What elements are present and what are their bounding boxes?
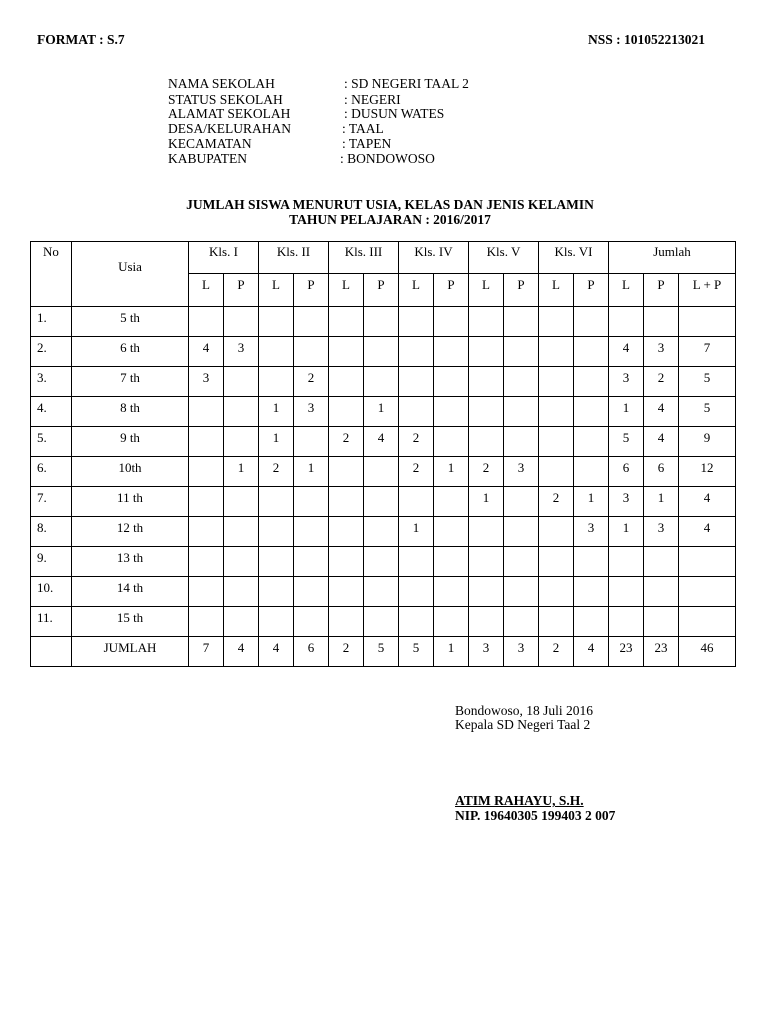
table-cell (364, 487, 399, 517)
row-age: 9 th (72, 427, 189, 457)
table-cell: 1 (294, 457, 329, 487)
table-cell: 1 (399, 517, 434, 547)
table-cell: 7 (679, 337, 736, 367)
table-row (31, 397, 736, 427)
table-cell (644, 607, 679, 637)
table-cell (679, 547, 736, 577)
row-age: 7 th (72, 367, 189, 397)
table-cell (224, 397, 259, 427)
table-cell (504, 427, 539, 457)
table-cell (574, 607, 609, 637)
table-cell (364, 307, 399, 337)
table-cell: 2 (539, 487, 574, 517)
row-age: 15 th (72, 607, 189, 637)
table-cell (399, 397, 434, 427)
table-row (31, 487, 736, 517)
table-cell: 2 (259, 457, 294, 487)
table-cell (469, 547, 504, 577)
table-row (31, 427, 736, 457)
table-cell (259, 517, 294, 547)
table-cell (189, 427, 224, 457)
table-cell (469, 517, 504, 547)
table-cell (329, 367, 364, 397)
row-age: 12 th (72, 517, 189, 547)
row-number: 3. (31, 367, 72, 397)
info-value: : BONDOWOSO (340, 151, 435, 166)
header-class: Kls. V (469, 242, 539, 274)
table-cell: 1 (259, 427, 294, 457)
table-cell (469, 607, 504, 637)
table-cell: 4 (609, 337, 644, 367)
table-cell: 1 (574, 487, 609, 517)
info-value: : NEGERI (344, 92, 401, 107)
table-cell: 3 (644, 517, 679, 547)
table-cell (434, 397, 469, 427)
table-cell (364, 367, 399, 397)
header-class: Kls. III (329, 242, 399, 274)
table-cell (504, 397, 539, 427)
table-cell (504, 487, 539, 517)
table-subtitle: TAHUN PELAJARAN : 2016/2017 (289, 212, 491, 227)
table-cell (644, 307, 679, 337)
table-cell (259, 577, 294, 607)
table-cell (189, 397, 224, 427)
table-cell (329, 577, 364, 607)
table-row (31, 517, 736, 547)
table-cell (504, 577, 539, 607)
row-number: 4. (31, 397, 72, 427)
table-cell (294, 547, 329, 577)
table-cell (189, 607, 224, 637)
table-cell: 3 (294, 397, 329, 427)
row-number: 5. (31, 427, 72, 457)
format-code: FORMAT : S.7 (37, 32, 125, 47)
table-cell (504, 307, 539, 337)
table-cell: 4 (644, 427, 679, 457)
table-cell (189, 577, 224, 607)
signature-name: ATIM RAHAYU, S.H. (455, 793, 584, 808)
subheader-p: P (294, 274, 329, 307)
table-cell (329, 487, 364, 517)
table-cell (504, 547, 539, 577)
subheader-lp: L + P (679, 274, 736, 307)
table-cell (259, 307, 294, 337)
subheader-p: P (364, 274, 399, 307)
table-cell (539, 307, 574, 337)
table-cell (224, 367, 259, 397)
table-cell (434, 367, 469, 397)
info-value: : TAAL (342, 121, 384, 136)
table-cell (539, 547, 574, 577)
table-cell (399, 607, 434, 637)
table-cell (574, 367, 609, 397)
table-cell: 1 (609, 517, 644, 547)
total-row (31, 637, 736, 667)
table-cell (224, 307, 259, 337)
row-age: 8 th (72, 397, 189, 427)
row-number: 2. (31, 337, 72, 367)
row-number: 6. (31, 457, 72, 487)
table-cell (574, 337, 609, 367)
row-age: 13 th (72, 547, 189, 577)
table-cell (469, 307, 504, 337)
subheader-p: P (224, 274, 259, 307)
signature-place-date: Bondowoso, 18 Juli 2016 (455, 703, 594, 718)
table-cell: 4 (189, 337, 224, 367)
info-label: KECAMATAN (168, 136, 252, 151)
table-cell (434, 607, 469, 637)
table-cell (679, 577, 736, 607)
info-label: KABUPATEN (168, 151, 248, 166)
table-cell (434, 517, 469, 547)
row-age: 10th (72, 457, 189, 487)
info-value: : SD NEGERI TAAL 2 (344, 76, 469, 91)
table-cell (259, 547, 294, 577)
table-cell (259, 607, 294, 637)
table-cell (294, 607, 329, 637)
table-cell: 5 (609, 427, 644, 457)
header-class: Kls. IV (399, 242, 469, 274)
table-cell (469, 427, 504, 457)
table-cell: 1 (469, 487, 504, 517)
table-cell (294, 427, 329, 457)
table-cell (574, 427, 609, 457)
table-cell (294, 577, 329, 607)
row-number: 7. (31, 487, 72, 517)
table-cell: 2 (399, 427, 434, 457)
table-cell: 2 (294, 367, 329, 397)
table-cell (329, 517, 364, 547)
table-cell (469, 337, 504, 367)
table-cell (434, 427, 469, 457)
table-cell (504, 367, 539, 397)
table-cell: 2 (644, 367, 679, 397)
row-age: 5 th (72, 307, 189, 337)
header-class: Kls. VI (539, 242, 609, 274)
table-cell (434, 337, 469, 367)
table-cell: 6 (609, 457, 644, 487)
table-cell (574, 547, 609, 577)
table-cell (294, 307, 329, 337)
table-cell (644, 547, 679, 577)
row-number: 8. (31, 517, 72, 547)
table-row (31, 457, 736, 487)
total-cell: 5 (364, 637, 399, 667)
table-row (31, 577, 736, 607)
table-cell (364, 517, 399, 547)
table-cell: 3 (609, 487, 644, 517)
table-cell (434, 487, 469, 517)
table-cell: 4 (679, 487, 736, 517)
table-cell: 4 (679, 517, 736, 547)
table-cell (294, 517, 329, 547)
table-cell: 3 (574, 517, 609, 547)
table-cell: 1 (434, 457, 469, 487)
header-usia: Usia (72, 242, 189, 307)
row-age: 14 th (72, 577, 189, 607)
table-cell (224, 517, 259, 547)
table-cell: 3 (644, 337, 679, 367)
student-age-table (30, 241, 736, 667)
table-cell (609, 547, 644, 577)
table-cell (539, 607, 574, 637)
table-cell (434, 577, 469, 607)
table-cell (504, 607, 539, 637)
total-cell: 23 (644, 637, 679, 667)
table-cell (574, 307, 609, 337)
table-cell: 2 (469, 457, 504, 487)
subheader-l: L (189, 274, 224, 307)
table-cell (434, 307, 469, 337)
table-row (31, 337, 736, 367)
table-title: JUMLAH SISWA MENURUT USIA, KELAS DAN JENIS KELAMIN (186, 197, 594, 212)
header-jumlah: Jumlah (609, 242, 736, 274)
subheader-p: P (504, 274, 539, 307)
table-cell: 1 (259, 397, 294, 427)
table-row (31, 367, 736, 397)
row-number: 10. (31, 577, 72, 607)
header-class: Kls. II (259, 242, 329, 274)
table-cell (364, 337, 399, 367)
info-label: NAMA SEKOLAH (168, 76, 275, 91)
table-cell (189, 547, 224, 577)
subheader-p: P (434, 274, 469, 307)
table-cell (329, 607, 364, 637)
table-cell: 1 (609, 397, 644, 427)
info-label: DESA/KELURAHAN (168, 121, 291, 136)
info-value: : DUSUN WATES (344, 106, 445, 121)
table-cell (294, 337, 329, 367)
table-cell (434, 547, 469, 577)
total-cell: 4 (259, 637, 294, 667)
table-cell (329, 307, 364, 337)
total-cell: 4 (224, 637, 259, 667)
row-number: 11. (31, 607, 72, 637)
table-cell (539, 517, 574, 547)
total-cell: 7 (189, 637, 224, 667)
table-cell: 1 (224, 457, 259, 487)
table-cell: 4 (364, 427, 399, 457)
table-cell (259, 367, 294, 397)
table-cell (609, 577, 644, 607)
table-cell: 3 (224, 337, 259, 367)
table-cell (574, 457, 609, 487)
table-cell (399, 547, 434, 577)
table-cell: 3 (189, 367, 224, 397)
total-cell: 1 (434, 637, 469, 667)
subheader-l: L (469, 274, 504, 307)
table-cell (364, 607, 399, 637)
subheader-l: L (259, 274, 294, 307)
info-label: ALAMAT SEKOLAH (168, 106, 291, 121)
total-cell: 3 (504, 637, 539, 667)
table-cell (224, 487, 259, 517)
subheader-p: P (574, 274, 609, 307)
table-cell (539, 397, 574, 427)
table-cell: 12 (679, 457, 736, 487)
table-cell: 1 (644, 487, 679, 517)
table-cell (294, 487, 329, 517)
row-age: 6 th (72, 337, 189, 367)
table-cell (329, 547, 364, 577)
table-cell (364, 577, 399, 607)
info-label: STATUS SEKOLAH (168, 92, 283, 107)
subheader-p: P (644, 274, 679, 307)
total-cell: 23 (609, 637, 644, 667)
table-cell (539, 367, 574, 397)
signature-nip: NIP. 19640305 199403 2 007 (455, 808, 616, 823)
table-cell: 5 (679, 367, 736, 397)
table-cell (224, 427, 259, 457)
table-cell (399, 577, 434, 607)
table-cell (224, 547, 259, 577)
table-cell: 9 (679, 427, 736, 457)
total-label: JUMLAH (72, 637, 189, 667)
table-cell (189, 457, 224, 487)
table-cell (539, 577, 574, 607)
table-cell (539, 337, 574, 367)
total-cell: 46 (679, 637, 736, 667)
table-cell (644, 577, 679, 607)
table-cell (189, 487, 224, 517)
total-cell: 5 (399, 637, 434, 667)
total-cell: 6 (294, 637, 329, 667)
table-cell (224, 607, 259, 637)
total-blank-cell (31, 637, 72, 667)
subheader-l: L (399, 274, 434, 307)
table-cell (574, 397, 609, 427)
header-no: No (31, 242, 72, 307)
header-class: Kls. I (189, 242, 259, 274)
signature-position: Kepala SD Negeri Taal 2 (455, 717, 591, 732)
table-cell (189, 517, 224, 547)
nss-number: NSS : 101052213021 (588, 32, 706, 47)
subheader-l: L (539, 274, 574, 307)
table-cell: 4 (644, 397, 679, 427)
subheader-l: L (609, 274, 644, 307)
table-cell: 5 (679, 397, 736, 427)
row-number: 1. (31, 307, 72, 337)
table-cell (539, 427, 574, 457)
total-cell: 2 (329, 637, 364, 667)
table-cell: 2 (399, 457, 434, 487)
table-cell (399, 367, 434, 397)
subheader-l: L (329, 274, 364, 307)
table-cell (609, 607, 644, 637)
table-cell (364, 457, 399, 487)
table-cell (679, 607, 736, 637)
table-row (31, 307, 736, 337)
table-row (31, 547, 736, 577)
row-age: 11 th (72, 487, 189, 517)
table-cell (399, 487, 434, 517)
table-cell (329, 337, 364, 367)
table-cell (259, 337, 294, 367)
total-cell: 4 (574, 637, 609, 667)
total-cell: 2 (539, 637, 574, 667)
table-cell (399, 337, 434, 367)
table-cell (504, 517, 539, 547)
table-cell (469, 577, 504, 607)
table-cell: 3 (609, 367, 644, 397)
table-cell (364, 547, 399, 577)
total-cell: 3 (469, 637, 504, 667)
table-cell (259, 487, 294, 517)
table-cell (189, 307, 224, 337)
table-cell (504, 337, 539, 367)
table-cell (329, 397, 364, 427)
table-cell (609, 307, 644, 337)
table-cell: 1 (364, 397, 399, 427)
table-cell (469, 397, 504, 427)
table-cell (224, 577, 259, 607)
table-cell (399, 307, 434, 337)
table-cell (329, 457, 364, 487)
table-cell (469, 367, 504, 397)
table-cell (679, 307, 736, 337)
table-cell (539, 457, 574, 487)
table-cell: 3 (504, 457, 539, 487)
table-cell: 2 (329, 427, 364, 457)
info-value: : TAPEN (342, 136, 392, 151)
table-row (31, 607, 736, 637)
table-cell: 6 (644, 457, 679, 487)
row-number: 9. (31, 547, 72, 577)
table-cell (574, 577, 609, 607)
